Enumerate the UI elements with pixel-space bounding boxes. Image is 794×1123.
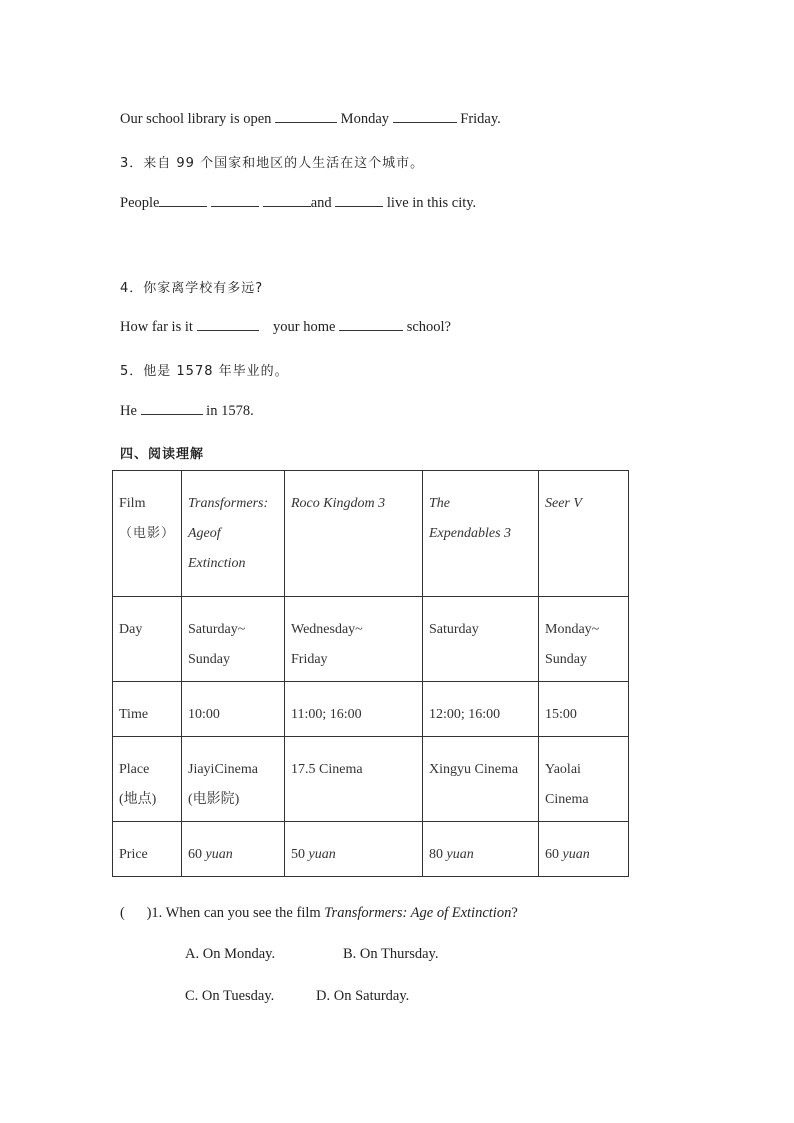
cell-text: Wednesday~ bbox=[291, 622, 363, 637]
time-cell-1 bbox=[182, 682, 285, 737]
label-text: (地点) bbox=[119, 792, 157, 807]
cell-text: Sunday bbox=[545, 652, 587, 667]
cell-text: Xingyu Cinema bbox=[429, 762, 519, 777]
table-row-time bbox=[113, 682, 629, 737]
cell-text: Monday~ bbox=[545, 622, 600, 637]
price-number: 60 bbox=[188, 847, 202, 862]
price-unit: yuan bbox=[205, 847, 233, 862]
cell-text: 15:00 bbox=[545, 707, 577, 722]
cell-text bbox=[429, 834, 532, 876]
cell-text: (电影院) bbox=[188, 792, 240, 807]
film-cell-3 bbox=[423, 471, 539, 597]
q4-sentence bbox=[120, 318, 451, 336]
table-row-price bbox=[113, 822, 629, 877]
row-label-place bbox=[113, 737, 182, 822]
label-text: Place bbox=[119, 762, 150, 777]
q4-blank-2[interactable] bbox=[339, 318, 403, 331]
price-unit: yuan bbox=[446, 847, 474, 862]
q4-text: your home bbox=[273, 319, 336, 335]
place-cell-1 bbox=[182, 737, 285, 822]
price-cell-1 bbox=[182, 822, 285, 877]
question-1-option-b[interactable]: B. On Thursday. bbox=[343, 946, 439, 962]
cell-text: 10:00 bbox=[188, 707, 220, 722]
row-label-price bbox=[113, 822, 182, 877]
section-heading: 四、阅读理解 bbox=[120, 447, 205, 462]
question-1-stem: ( )1. When can you see the film bbox=[120, 905, 321, 921]
row-label-film bbox=[113, 471, 182, 597]
cell-text: Extinction bbox=[188, 556, 246, 571]
q3-blank-3[interactable] bbox=[263, 194, 311, 207]
row-label-time bbox=[113, 682, 182, 737]
label-text: （电影） bbox=[119, 526, 176, 541]
question-1 bbox=[120, 905, 518, 922]
cell-word: Jiayi bbox=[188, 762, 215, 777]
q3-blank-1[interactable] bbox=[159, 194, 207, 207]
cell-text: Yaolai bbox=[545, 762, 581, 777]
q2-text: Monday bbox=[340, 111, 390, 127]
table-row-day bbox=[113, 597, 629, 682]
question-1-option-a[interactable]: A. On Monday. bbox=[185, 946, 276, 962]
time-cell-4 bbox=[539, 682, 629, 737]
cell-text: Expendables 3 bbox=[429, 526, 512, 541]
price-cell-4 bbox=[539, 822, 629, 877]
q4-prompt: 4．你家离学校有多远? bbox=[120, 281, 264, 296]
q3-blank-4[interactable] bbox=[335, 194, 383, 207]
cell-text: The bbox=[429, 496, 450, 511]
price-unit: yuan bbox=[308, 847, 336, 862]
cell-text: 17.5 Cinema bbox=[291, 762, 363, 777]
cell-text: Saturday bbox=[429, 622, 479, 637]
cell-word: Cinema bbox=[214, 762, 258, 777]
q4-text: How far is it bbox=[120, 319, 193, 335]
q3-sentence bbox=[120, 194, 476, 212]
q2-sentence bbox=[120, 110, 501, 128]
place-cell-3 bbox=[423, 737, 539, 822]
film-cell-4 bbox=[539, 471, 629, 597]
label-text: Price bbox=[119, 847, 148, 862]
q2-blank-2[interactable] bbox=[393, 110, 457, 123]
price-cell-3 bbox=[423, 822, 539, 877]
label-text: Time bbox=[119, 707, 149, 722]
film-cell-1 bbox=[182, 471, 285, 597]
cell-text: Roco Kingdom 3 bbox=[291, 496, 386, 511]
q5-text: in 1578. bbox=[206, 403, 254, 419]
q3-prompt: 3．来自 99 个国家和地区的人生活在这个城市。 bbox=[120, 156, 425, 171]
q4-blank-1[interactable] bbox=[197, 318, 259, 331]
q3-text: live in this city. bbox=[386, 195, 477, 211]
question-1-option-c[interactable]: C. On Tuesday. bbox=[185, 988, 275, 1004]
table-row-place bbox=[113, 737, 629, 822]
q5-prompt: 5．他是 1578 年毕业的。 bbox=[120, 364, 289, 379]
cell-text: 11:00; 16:00 bbox=[291, 707, 362, 722]
place-cell-2 bbox=[285, 737, 423, 822]
day-cell-2 bbox=[285, 597, 423, 682]
cell-text: Friday bbox=[291, 652, 328, 667]
cell-text: 12:00; 16:00 bbox=[429, 707, 501, 722]
q2-text: Friday. bbox=[460, 111, 501, 127]
row-label-day bbox=[113, 597, 182, 682]
q3-blank-2[interactable] bbox=[211, 194, 259, 207]
q3-text: People bbox=[120, 195, 160, 211]
cell-text: Sunday bbox=[188, 652, 230, 667]
question-1-option-d[interactable]: D. On Saturday. bbox=[316, 988, 410, 1004]
day-cell-3 bbox=[423, 597, 539, 682]
cell-word: Age bbox=[188, 526, 210, 541]
q2-text: Our school library is open bbox=[120, 111, 272, 127]
cell-text: Transformers: bbox=[188, 496, 269, 511]
price-number: 60 bbox=[545, 847, 559, 862]
price-number: 50 bbox=[291, 847, 305, 862]
question-1-end: ? bbox=[511, 905, 518, 921]
day-cell-1 bbox=[182, 597, 285, 682]
cell-text bbox=[545, 834, 622, 876]
q5-blank-1[interactable] bbox=[141, 402, 203, 415]
q3-text: and bbox=[310, 195, 332, 211]
q4-text: school? bbox=[406, 319, 451, 335]
label-text: Day bbox=[119, 622, 143, 637]
time-cell-3 bbox=[423, 682, 539, 737]
question-1-film: Transformers: Age of Extinction bbox=[324, 905, 512, 921]
cell-text: Saturday~ bbox=[188, 622, 246, 637]
place-cell-4 bbox=[539, 737, 629, 822]
cell-text: Cinema bbox=[545, 792, 589, 807]
q5-sentence bbox=[120, 402, 254, 420]
time-cell-2 bbox=[285, 682, 423, 737]
q2-blank-1[interactable] bbox=[275, 110, 337, 123]
price-cell-2 bbox=[285, 822, 423, 877]
film-table bbox=[112, 470, 629, 877]
cell-text: Seer V bbox=[545, 496, 582, 511]
day-cell-4 bbox=[539, 597, 629, 682]
q5-text: He bbox=[120, 403, 137, 419]
price-number: 80 bbox=[429, 847, 443, 862]
table-row-film bbox=[113, 471, 629, 597]
cell-text bbox=[188, 834, 278, 876]
price-unit: yuan bbox=[562, 847, 590, 862]
cell-word: of bbox=[209, 526, 221, 541]
film-cell-2 bbox=[285, 471, 423, 597]
cell-text bbox=[291, 834, 416, 876]
label-text: Film bbox=[119, 496, 146, 511]
